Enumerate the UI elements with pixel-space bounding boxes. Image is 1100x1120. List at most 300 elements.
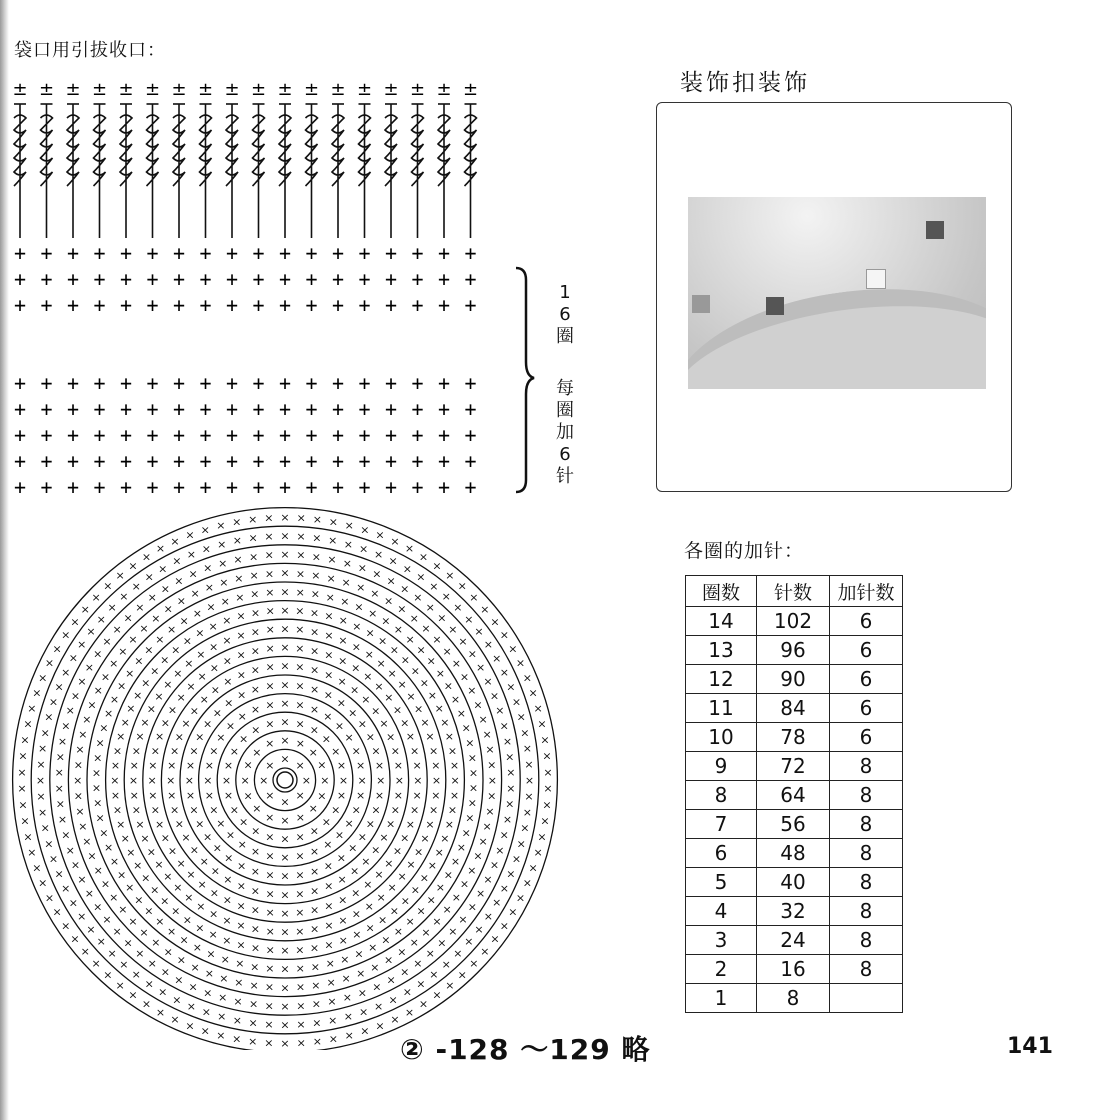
round-stitch-mark: × bbox=[406, 689, 416, 703]
round-stitch-mark: × bbox=[141, 871, 151, 885]
round-stitch-mark: × bbox=[426, 654, 436, 668]
single-crochet-mark: + bbox=[66, 267, 80, 291]
round-stitch-mark: × bbox=[413, 774, 423, 787]
round-stitch-mark: × bbox=[419, 676, 429, 690]
cell-increase: 8 bbox=[830, 897, 903, 926]
single-crochet-mark: + bbox=[40, 267, 53, 291]
round-stitch-mark: × bbox=[352, 619, 362, 633]
table-row bbox=[686, 839, 903, 868]
round-stitch-mark: × bbox=[250, 884, 261, 898]
cell-stitches: 16 bbox=[757, 955, 830, 984]
single-crochet-mark: + bbox=[146, 475, 159, 499]
round-stitch-mark: × bbox=[343, 537, 353, 551]
round-stitch-mark: × bbox=[135, 601, 145, 614]
round-stitch-mark: × bbox=[502, 813, 513, 827]
round-stitch-mark: × bbox=[110, 788, 121, 802]
round-stitch-mark: × bbox=[236, 648, 246, 662]
round-stitch-mark: × bbox=[204, 581, 214, 594]
single-crochet-mark: + bbox=[119, 475, 133, 499]
round-stitch-mark: × bbox=[184, 656, 194, 670]
round-stitch-mark: × bbox=[499, 828, 509, 842]
table-row bbox=[686, 897, 903, 926]
round-stitch-mark: × bbox=[93, 751, 103, 765]
cell-increase: 6 bbox=[830, 723, 903, 752]
cell-stitches: 8 bbox=[757, 984, 830, 1013]
single-crochet-mark: + bbox=[93, 241, 106, 265]
round-stitch-mark: × bbox=[434, 702, 444, 716]
round-stitch-mark: × bbox=[186, 999, 197, 1013]
round-stitch-mark: × bbox=[181, 716, 191, 730]
table-row bbox=[686, 752, 903, 781]
round-stitch-mark: × bbox=[387, 666, 397, 680]
round-stitch-mark: × bbox=[365, 921, 375, 935]
bead-decoration bbox=[866, 269, 886, 289]
round-stitch-mark: × bbox=[418, 997, 429, 1011]
round-stitch-mark: × bbox=[295, 585, 305, 599]
single-crochet-mark: + bbox=[411, 449, 424, 473]
round-stitch-mark: × bbox=[356, 967, 366, 980]
round-stitch-mark: × bbox=[506, 867, 516, 881]
round-stitch-mark: × bbox=[522, 671, 532, 685]
round-stitch-mark: × bbox=[371, 744, 381, 758]
round-stitch-mark: × bbox=[328, 1032, 338, 1046]
round-stitch-mark: × bbox=[195, 921, 205, 935]
round-stitch-mark: × bbox=[331, 744, 341, 758]
single-crochet-mark: + bbox=[225, 371, 239, 395]
single-crochet-mark: + bbox=[93, 267, 106, 291]
round-stitch-mark: × bbox=[324, 899, 334, 913]
single-crochet-mark: + bbox=[358, 371, 371, 395]
round-stitch-mark: × bbox=[301, 774, 311, 787]
tall-stitch-mark bbox=[147, 104, 159, 238]
round-stitch-mark: × bbox=[222, 614, 232, 628]
single-crochet-mark: + bbox=[146, 397, 159, 421]
round-stitch-mark: × bbox=[169, 744, 180, 758]
round-stitch-mark: × bbox=[265, 717, 275, 731]
round-stitch-mark: × bbox=[413, 956, 423, 970]
single-crochet-mark: + bbox=[437, 397, 451, 421]
round-stitch-mark: × bbox=[457, 579, 467, 593]
round-stitch-mark: × bbox=[342, 556, 352, 570]
single-crochet-mark: + bbox=[331, 241, 345, 265]
round-stitch-mark: × bbox=[141, 676, 151, 690]
round-stitch-mark: × bbox=[250, 606, 261, 620]
round-stitch-mark: × bbox=[296, 548, 306, 562]
round-stitch-mark: × bbox=[516, 837, 526, 851]
single-crochet-mark: + bbox=[411, 475, 424, 499]
round-stitch-mark: × bbox=[409, 744, 420, 758]
round-stitch-mark: × bbox=[201, 1005, 212, 1019]
round-stitch-mark: × bbox=[337, 873, 347, 886]
round-stitch-mark: × bbox=[118, 903, 128, 917]
round-stitch-mark: × bbox=[200, 523, 210, 537]
round-stitch-mark: × bbox=[340, 595, 350, 608]
round-stitch-mark: × bbox=[317, 789, 327, 803]
round-stitch-mark: × bbox=[469, 590, 479, 604]
round-stitch-mark: × bbox=[280, 999, 290, 1013]
single-crochet-mark: + bbox=[437, 475, 451, 499]
round-stitch-mark: × bbox=[224, 851, 234, 865]
round-stitch-mark: × bbox=[203, 561, 213, 575]
round-stitch-mark: × bbox=[406, 858, 416, 872]
round-stitch-mark: × bbox=[374, 789, 385, 802]
round-stitch-mark: × bbox=[250, 865, 261, 878]
round-stitch-mark: × bbox=[487, 758, 497, 772]
round-stitch-mark: × bbox=[473, 698, 483, 712]
cell-round: 14 bbox=[686, 607, 757, 636]
round-stitch-mark: × bbox=[475, 661, 486, 674]
tall-stitch-mark bbox=[67, 104, 79, 238]
round-stitch-mark: × bbox=[223, 675, 233, 688]
round-stitch-mark: × bbox=[128, 559, 138, 573]
table-row bbox=[686, 955, 903, 984]
round-stitch-mark: × bbox=[265, 585, 275, 599]
round-stitch-mark: × bbox=[324, 609, 334, 623]
round-stitch-mark: × bbox=[321, 815, 332, 829]
round-stitch-mark: × bbox=[388, 993, 398, 1007]
round-stitch-mark: × bbox=[163, 677, 173, 691]
round-stitch-mark: × bbox=[374, 680, 384, 693]
round-stitch-mark: × bbox=[508, 905, 518, 919]
round-stitch-mark: × bbox=[310, 587, 320, 601]
round-stitch-mark: × bbox=[341, 575, 351, 589]
round-stitch-mark: × bbox=[229, 803, 239, 817]
round-stitch-mark: × bbox=[54, 781, 64, 795]
round-stitch-mark: × bbox=[355, 759, 366, 772]
round-stitch-mark: × bbox=[381, 614, 391, 628]
round-stitch-mark: × bbox=[128, 633, 138, 646]
round-stitch-mark: × bbox=[309, 683, 320, 696]
round-stitch-mark: × bbox=[354, 947, 364, 961]
round-stitch-mark: × bbox=[210, 864, 221, 878]
round-stitch-mark: × bbox=[86, 625, 96, 639]
round-stitch-mark: × bbox=[309, 702, 320, 716]
round-stitch-mark: × bbox=[296, 511, 306, 525]
round-stitch-mark: × bbox=[506, 781, 516, 795]
round-stitch-mark: × bbox=[196, 900, 206, 913]
round-stitch-mark: × bbox=[265, 887, 275, 901]
table-row bbox=[686, 868, 903, 897]
round-stitch-mark: × bbox=[99, 721, 109, 735]
round-stitch-mark: × bbox=[232, 534, 242, 548]
single-crochet-mark: + bbox=[40, 293, 53, 317]
round-stitch-mark: × bbox=[323, 688, 334, 702]
round-stitch-mark: × bbox=[338, 774, 349, 787]
round-stitch-mark: × bbox=[482, 727, 492, 741]
round-stitch-mark: × bbox=[296, 530, 306, 543]
round-stitch-mark: × bbox=[163, 870, 173, 884]
round-stitch-mark: × bbox=[295, 887, 305, 901]
single-crochet-mark: + bbox=[199, 397, 212, 421]
round-stitch-mark: × bbox=[416, 643, 426, 657]
round-stitch-mark: × bbox=[354, 600, 364, 614]
round-stitch-mark: × bbox=[349, 864, 360, 878]
single-crochet-mark: + bbox=[13, 241, 27, 265]
round-stitch-mark: × bbox=[309, 625, 320, 639]
cell-stitches: 32 bbox=[757, 897, 830, 926]
round-stitch-mark: × bbox=[405, 915, 415, 929]
round-stitch-mark: × bbox=[310, 960, 320, 974]
round-stitch-mark: × bbox=[202, 830, 213, 844]
round-stitch-mark: × bbox=[248, 1016, 258, 1030]
round-stitch-mark: × bbox=[431, 788, 441, 802]
round-stitch-mark: × bbox=[232, 515, 242, 529]
round-stitch-mark: × bbox=[103, 968, 113, 982]
round-stitch-mark: × bbox=[405, 817, 416, 831]
round-stitch-mark: × bbox=[511, 852, 522, 866]
round-stitch-mark: × bbox=[397, 677, 407, 691]
round-stitch-mark: × bbox=[444, 818, 454, 831]
round-stitch-mark: × bbox=[44, 656, 55, 670]
round-stitch-mark: × bbox=[52, 642, 62, 656]
round-stitch-mark: × bbox=[323, 709, 333, 723]
round-stitch-mark: × bbox=[405, 730, 416, 744]
round-stitch-mark: × bbox=[328, 515, 338, 529]
round-stitch-mark: × bbox=[326, 571, 336, 585]
table-header-row bbox=[686, 576, 903, 607]
round-stitch-mark: × bbox=[506, 766, 516, 780]
round-stitch-mark: × bbox=[344, 518, 354, 532]
round-stitch-mark: × bbox=[35, 774, 46, 787]
round-stitch-mark: × bbox=[520, 821, 530, 835]
round-stitch-mark: × bbox=[338, 893, 348, 907]
round-stitch-mark: × bbox=[374, 759, 385, 772]
increase-label-char: 针 bbox=[556, 466, 574, 487]
round-stitch-mark: × bbox=[116, 818, 126, 831]
round-stitch-mark: × bbox=[420, 716, 430, 729]
round-stitch-mark: × bbox=[377, 913, 388, 927]
round-stitch-mark: × bbox=[223, 758, 234, 772]
round-stitch-mark: × bbox=[131, 968, 141, 981]
round-stitch-mark: × bbox=[68, 651, 78, 665]
round-stitch-mark: × bbox=[236, 668, 246, 682]
round-stitch-mark: × bbox=[75, 804, 85, 818]
round-stitch-mark: × bbox=[377, 634, 388, 648]
round-stitch-mark: × bbox=[412, 788, 422, 802]
single-crochet-mark: + bbox=[199, 293, 212, 317]
round-stitch-mark: × bbox=[185, 789, 196, 802]
round-stitch-mark: × bbox=[280, 734, 290, 748]
single-crochet-mark: + bbox=[199, 449, 212, 473]
round-stitch-mark: × bbox=[295, 679, 305, 693]
round-stitch-mark: × bbox=[351, 640, 362, 654]
round-stitch-mark: × bbox=[240, 774, 250, 787]
round-stitch-mark: × bbox=[61, 628, 71, 642]
round-stitch-mark: × bbox=[102, 913, 112, 927]
round-stitch-mark: × bbox=[204, 967, 214, 980]
round-stitch-mark: × bbox=[309, 865, 320, 878]
round-stitch-mark: × bbox=[265, 810, 275, 824]
round-stitch-mark: × bbox=[376, 656, 386, 670]
round-stitch-mark: × bbox=[376, 891, 386, 905]
single-crochet-mark: + bbox=[93, 449, 106, 473]
round-stitch-mark: × bbox=[385, 817, 396, 831]
header-round: 圈数 bbox=[686, 576, 757, 607]
round-stitch-mark: × bbox=[148, 788, 158, 802]
round-stitch-mark: × bbox=[295, 717, 305, 731]
round-stitch-mark: × bbox=[458, 634, 468, 648]
rows-count-label bbox=[552, 282, 578, 348]
round-stitch-mark: × bbox=[338, 634, 348, 647]
single-crochet-mark: + bbox=[464, 241, 477, 265]
round-stitch-mark: × bbox=[543, 782, 553, 796]
round-stitch-mark: × bbox=[128, 988, 138, 1002]
round-stitch-mark: × bbox=[468, 781, 479, 795]
slip-stitch-mark: ± bbox=[356, 79, 373, 100]
round-stitch-mark: × bbox=[70, 858, 81, 872]
round-stitch-mark: × bbox=[336, 789, 347, 803]
round-stitch-mark: × bbox=[250, 625, 261, 639]
round-stitch-mark: × bbox=[197, 670, 207, 684]
round-stitch-mark: × bbox=[511, 695, 522, 709]
round-stitch-mark: × bbox=[312, 531, 322, 545]
single-crochet-mark: + bbox=[66, 371, 80, 395]
table-row bbox=[686, 694, 903, 723]
round-stitch-mark: × bbox=[151, 936, 161, 950]
round-stitch-mark: × bbox=[416, 570, 426, 584]
round-stitch-mark: × bbox=[428, 803, 439, 817]
single-crochet-mark: + bbox=[464, 397, 477, 421]
round-stitch-mark: × bbox=[308, 802, 318, 816]
round-stitch-mark: × bbox=[238, 815, 249, 829]
round-stitch-mark: × bbox=[118, 644, 128, 658]
slip-stitch-mark: ± bbox=[12, 79, 28, 100]
rows-label-char: 1 bbox=[559, 282, 571, 303]
round-stitch-mark: × bbox=[189, 744, 199, 758]
cell-round: 7 bbox=[686, 810, 757, 839]
round-stitch-mark: × bbox=[355, 789, 366, 802]
single-crochet-mark: + bbox=[225, 293, 239, 317]
round-stitch-mark: × bbox=[264, 511, 274, 525]
round-stitch-mark: × bbox=[296, 1036, 306, 1050]
round-stitch-mark: × bbox=[461, 826, 471, 840]
round-stitch-mark: × bbox=[155, 542, 166, 556]
round-stitch-mark: × bbox=[147, 956, 157, 970]
round-stitch-mark: × bbox=[107, 601, 117, 615]
round-stitch-mark: × bbox=[358, 542, 369, 556]
single-crochet-mark: + bbox=[278, 449, 292, 473]
single-crochet-mark: + bbox=[464, 293, 477, 317]
round-stitch-mark: × bbox=[91, 590, 101, 604]
bead-decoration bbox=[766, 297, 784, 315]
round-stitch-mark: × bbox=[61, 828, 71, 842]
round-stitch-mark: × bbox=[131, 744, 142, 758]
round-stitch-mark: × bbox=[478, 835, 488, 849]
round-stitch-mark: × bbox=[171, 904, 181, 918]
round-stitch-mark: × bbox=[459, 670, 470, 684]
round-stitch-mark: × bbox=[189, 704, 199, 718]
single-crochet-mark: + bbox=[66, 241, 80, 265]
round-stitch-mark: × bbox=[212, 706, 222, 720]
single-crochet-mark: + bbox=[252, 371, 265, 395]
round-stitch-mark: × bbox=[222, 634, 232, 647]
round-stitch-mark: × bbox=[487, 774, 497, 787]
round-stitch-mark: × bbox=[309, 903, 320, 917]
round-stitch-mark: × bbox=[400, 716, 410, 730]
round-stitch-mark: × bbox=[250, 941, 261, 955]
single-crochet-mark: + bbox=[13, 267, 27, 291]
round-stitch-mark: × bbox=[450, 693, 461, 707]
round-stitch-mark: × bbox=[185, 528, 195, 542]
round-stitch-mark: × bbox=[144, 570, 154, 584]
round-stitch-mark: × bbox=[54, 680, 64, 694]
round-stitch-mark: × bbox=[265, 906, 275, 920]
single-crochet-mark: + bbox=[358, 475, 371, 499]
round-stitch-mark: × bbox=[80, 602, 90, 616]
round-stitch-mark: × bbox=[95, 736, 105, 750]
round-stitch-mark: × bbox=[453, 946, 463, 960]
cell-round: 5 bbox=[686, 868, 757, 897]
round-stitch-mark: × bbox=[448, 925, 458, 939]
round-stitch-mark: × bbox=[397, 870, 407, 884]
cell-increase: 6 bbox=[830, 607, 903, 636]
round-stitch-mark: × bbox=[280, 906, 290, 920]
single-crochet-mark: + bbox=[119, 267, 133, 291]
round-stitch-mark: × bbox=[167, 844, 178, 858]
round-stitch-mark: × bbox=[381, 933, 391, 947]
slip-stitch-mark: ± bbox=[303, 79, 320, 100]
round-stitch-mark: × bbox=[52, 905, 62, 919]
cell-increase: 8 bbox=[830, 752, 903, 781]
round-stitch-mark: × bbox=[220, 595, 230, 608]
round-stitch-mark: × bbox=[537, 717, 547, 731]
round-stitch-mark: × bbox=[82, 835, 92, 849]
cell-round: 9 bbox=[686, 752, 757, 781]
round-stitch-mark: × bbox=[412, 759, 422, 773]
page-number: 141 bbox=[1007, 1034, 1053, 1059]
cell-round: 11 bbox=[686, 694, 757, 723]
round-stitch-mark: × bbox=[197, 877, 207, 891]
cell-increase: 8 bbox=[830, 926, 903, 955]
single-crochet-mark: + bbox=[172, 241, 186, 265]
round-stitch-mark: × bbox=[185, 759, 196, 772]
single-crochet-mark: + bbox=[146, 293, 159, 317]
round-stitch-mark: × bbox=[176, 691, 186, 705]
cell-stitches: 56 bbox=[757, 810, 830, 839]
table-row bbox=[686, 665, 903, 694]
round-stitch-mark: × bbox=[216, 518, 226, 532]
round-stitch-mark: × bbox=[402, 562, 412, 576]
round-stitch-mark: × bbox=[150, 803, 161, 817]
round-stitch-mark: × bbox=[336, 851, 346, 865]
single-crochet-mark: + bbox=[411, 397, 424, 421]
round-stitch-mark: × bbox=[204, 789, 215, 802]
round-stitch-mark: × bbox=[17, 782, 27, 796]
round-stitch-mark: × bbox=[390, 1013, 400, 1026]
round-stitch-mark: × bbox=[368, 606, 378, 620]
slip-stitch-mark: ± bbox=[197, 79, 214, 100]
round-stitch-mark: × bbox=[540, 814, 550, 828]
tall-stitch-mark bbox=[120, 104, 132, 238]
round-stitch-mark: × bbox=[457, 968, 467, 982]
round-stitch-mark: × bbox=[70, 932, 80, 946]
round-stitch-mark: × bbox=[459, 877, 470, 891]
single-crochet-mark: + bbox=[252, 449, 265, 473]
cell-increase: 8 bbox=[830, 781, 903, 810]
round-stitch-mark: × bbox=[36, 790, 46, 803]
tall-stitch-mark bbox=[14, 104, 26, 238]
round-stitch-mark: × bbox=[449, 788, 460, 802]
round-stitch-mark: × bbox=[393, 924, 404, 938]
round-stitch-mark: × bbox=[222, 933, 232, 947]
cell-stitches: 40 bbox=[757, 868, 830, 897]
round-stitch-mark: × bbox=[250, 683, 261, 696]
tall-stitch-mark bbox=[41, 104, 53, 238]
round-stitch-mark: × bbox=[505, 797, 515, 811]
round-stitch-mark: × bbox=[389, 643, 399, 657]
single-crochet-mark: + bbox=[278, 397, 292, 421]
round-stitch-mark: × bbox=[405, 632, 415, 646]
